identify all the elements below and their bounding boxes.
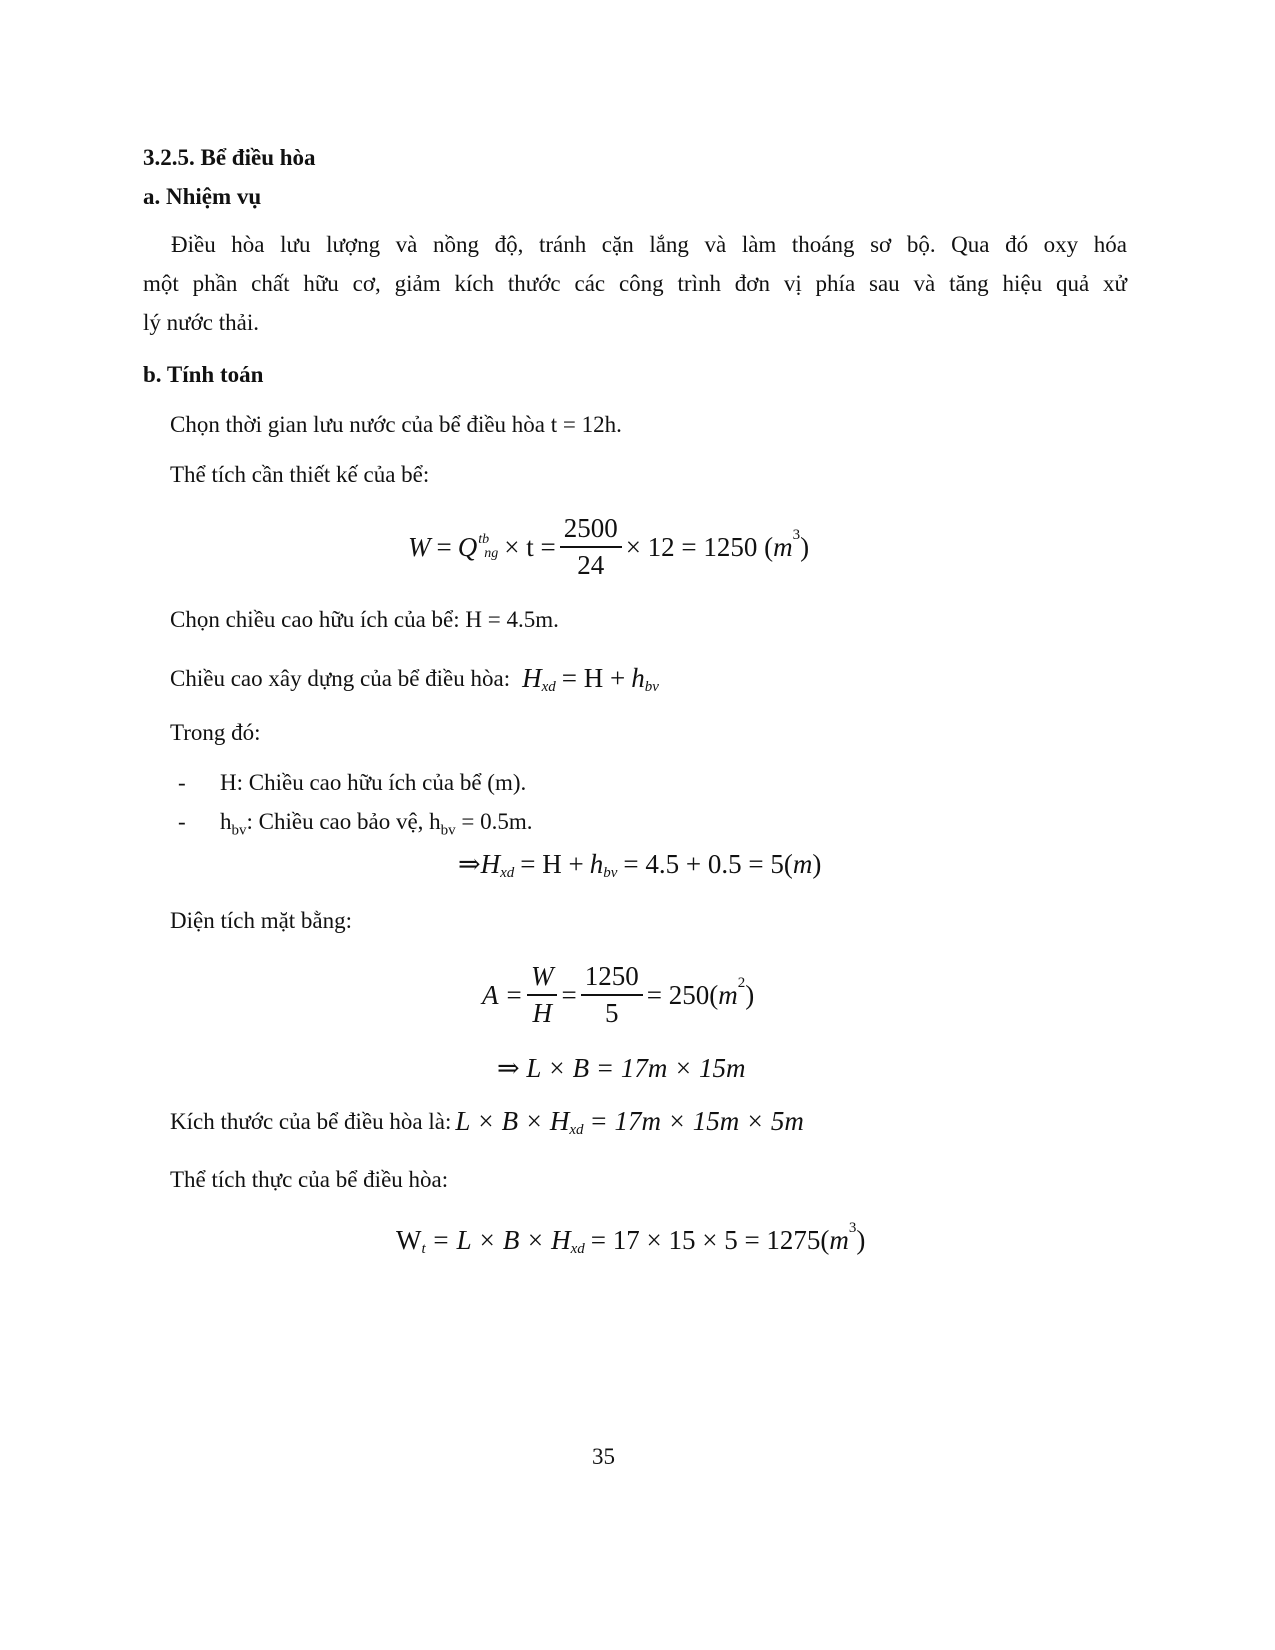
eq7-w-sub: t bbox=[421, 1240, 426, 1257]
bullet-2-lead: h bbox=[220, 809, 232, 834]
eq4-num1: W bbox=[530, 961, 554, 992]
eq1-lhs: W bbox=[408, 531, 431, 562]
bullet-2 bbox=[178, 809, 533, 840]
bullet-1-dash: - bbox=[178, 770, 186, 795]
bullet-2-text: : Chiều cao bảo vệ, h bbox=[246, 809, 441, 834]
part-a-line3: lý nước thải. bbox=[143, 310, 259, 335]
eq1-q: Q bbox=[457, 531, 478, 562]
bullet-2-tail: = 0.5m. bbox=[455, 809, 533, 834]
equation-build-height bbox=[522, 663, 659, 694]
eq3-h: H bbox=[480, 848, 501, 879]
eq2-hbv-sub: bv bbox=[644, 679, 659, 695]
actual-volume-label: Thể tích thực của bể điều hòa: bbox=[170, 1167, 449, 1192]
eq1-mid: × t = bbox=[504, 531, 556, 562]
eq4-fraction-2 bbox=[581, 961, 643, 1029]
eq7-unit: m bbox=[829, 1224, 849, 1255]
eq6-sub: xd bbox=[569, 1122, 584, 1138]
eq6-pre: L × B × H bbox=[455, 1106, 570, 1136]
equation-size bbox=[455, 1106, 804, 1137]
eq4-unit: m bbox=[718, 979, 738, 1010]
part-b-title: b. Tính toán bbox=[143, 362, 264, 387]
eq3-arrow: ⇒ bbox=[458, 848, 481, 879]
volume-needed-text: Thể tích cần thiết kế của bể: bbox=[170, 462, 430, 487]
eq1-rest: × 12 = 1250 ( bbox=[625, 531, 774, 562]
eq1-unit-sup: 3 bbox=[792, 526, 801, 543]
eq4-den1: H bbox=[532, 997, 552, 1028]
eq4-num2: 1250 bbox=[584, 961, 639, 992]
eq1-num: 2500 bbox=[563, 513, 618, 544]
eq3-unit: m bbox=[792, 848, 813, 879]
section-title: 3.2.5. Bể điều hòa bbox=[143, 145, 316, 170]
eq3-mid: = H + bbox=[520, 848, 584, 879]
equation-build-height-result bbox=[458, 846, 821, 882]
eq4-den2: 5 bbox=[604, 997, 619, 1028]
part-a-line1 bbox=[143, 232, 1127, 258]
eq2-h-sub: xd bbox=[541, 679, 556, 695]
eq7-mid: = L × B × H bbox=[431, 1224, 571, 1255]
choose-time-text: Chọn thời gian lưu nước của bể điều hòa t = 12h. bbox=[170, 412, 622, 437]
equation-area bbox=[482, 960, 754, 1030]
eq7-close: ) bbox=[856, 1224, 866, 1255]
area-label: Diện tích mặt bằng: bbox=[170, 908, 353, 933]
eq3-hbv: h bbox=[589, 848, 604, 879]
part-a-line2: một phần chất hữu cơ, giảm kích thước các công trình đơn vị phía sau và tăng hiệu quả xử bbox=[143, 271, 1127, 296]
equation-volume bbox=[408, 512, 809, 582]
equation-dimensions: ⇒ L × B = 17m × 15m bbox=[497, 1052, 746, 1083]
eq3-hbv-sub: bv bbox=[603, 864, 618, 881]
equation-actual-volume bbox=[396, 1220, 865, 1260]
eq3-close: ) bbox=[812, 848, 822, 879]
eq7-unit-sup: 3 bbox=[848, 1219, 857, 1236]
eq4-lhs: A = bbox=[482, 979, 523, 1010]
eq1-q-scripts bbox=[478, 533, 498, 561]
bullet-1 bbox=[178, 770, 526, 796]
build-height-line bbox=[170, 663, 659, 694]
build-height-label: Chiều cao xây dựng của bể điều hòa: bbox=[170, 665, 511, 691]
eq4-equals: = bbox=[561, 979, 577, 1010]
size-label: Kích thước của bể điều hòa là: bbox=[170, 1108, 452, 1134]
eq4-rest: = 250( bbox=[646, 979, 719, 1010]
eq1-q-sup: tb bbox=[478, 532, 490, 547]
size-line bbox=[170, 1106, 804, 1137]
part-a-title: a. Nhiệm vụ bbox=[143, 184, 262, 209]
eq7-w: W bbox=[396, 1224, 422, 1255]
eq1-equals: = bbox=[436, 531, 452, 562]
part-a-line1-text: Điều hòa lưu lượng và nồng độ, tránh cặn lắng và làm thoáng sơ bộ. Qua đó oxy hóa bbox=[171, 232, 1127, 257]
choose-height-text: Chọn chiều cao hữu ích của bể: H = 4.5m. bbox=[170, 607, 559, 632]
eq3-h-sub: xd bbox=[500, 864, 515, 881]
bullet-2-text-sub: bv bbox=[440, 822, 456, 839]
eq7-rest: = 17 × 15 × 5 = 1275( bbox=[590, 1224, 830, 1255]
eq1-q-sub: ng bbox=[484, 546, 499, 561]
eq4-fraction-1 bbox=[527, 961, 558, 1029]
where-text: Trong đó: bbox=[170, 720, 261, 745]
page-number: 35 bbox=[592, 1444, 615, 1469]
eq1-den: 24 bbox=[577, 549, 605, 580]
eq7-sub: xd bbox=[570, 1240, 585, 1257]
eq4-close: ) bbox=[745, 979, 755, 1010]
eq1-fraction bbox=[560, 513, 622, 581]
bullet-2-lead-sub: bv bbox=[231, 822, 247, 839]
eq3-rest: = 4.5 + 0.5 = 5( bbox=[623, 848, 793, 879]
eq2-mid: = H + bbox=[561, 663, 626, 693]
eq1-unit: m bbox=[773, 531, 793, 562]
eq1-close: ) bbox=[800, 531, 810, 562]
eq6-post: = 17m × 15m × 5m bbox=[589, 1106, 804, 1136]
bullet-1-text: H: Chiều cao hữu ích của bể (m). bbox=[220, 770, 527, 795]
bullet-2-dash: - bbox=[178, 809, 186, 834]
eq4-unit-sup: 2 bbox=[737, 974, 746, 991]
eq2-h: H bbox=[522, 663, 542, 693]
eq2-hbv: h bbox=[631, 663, 645, 693]
